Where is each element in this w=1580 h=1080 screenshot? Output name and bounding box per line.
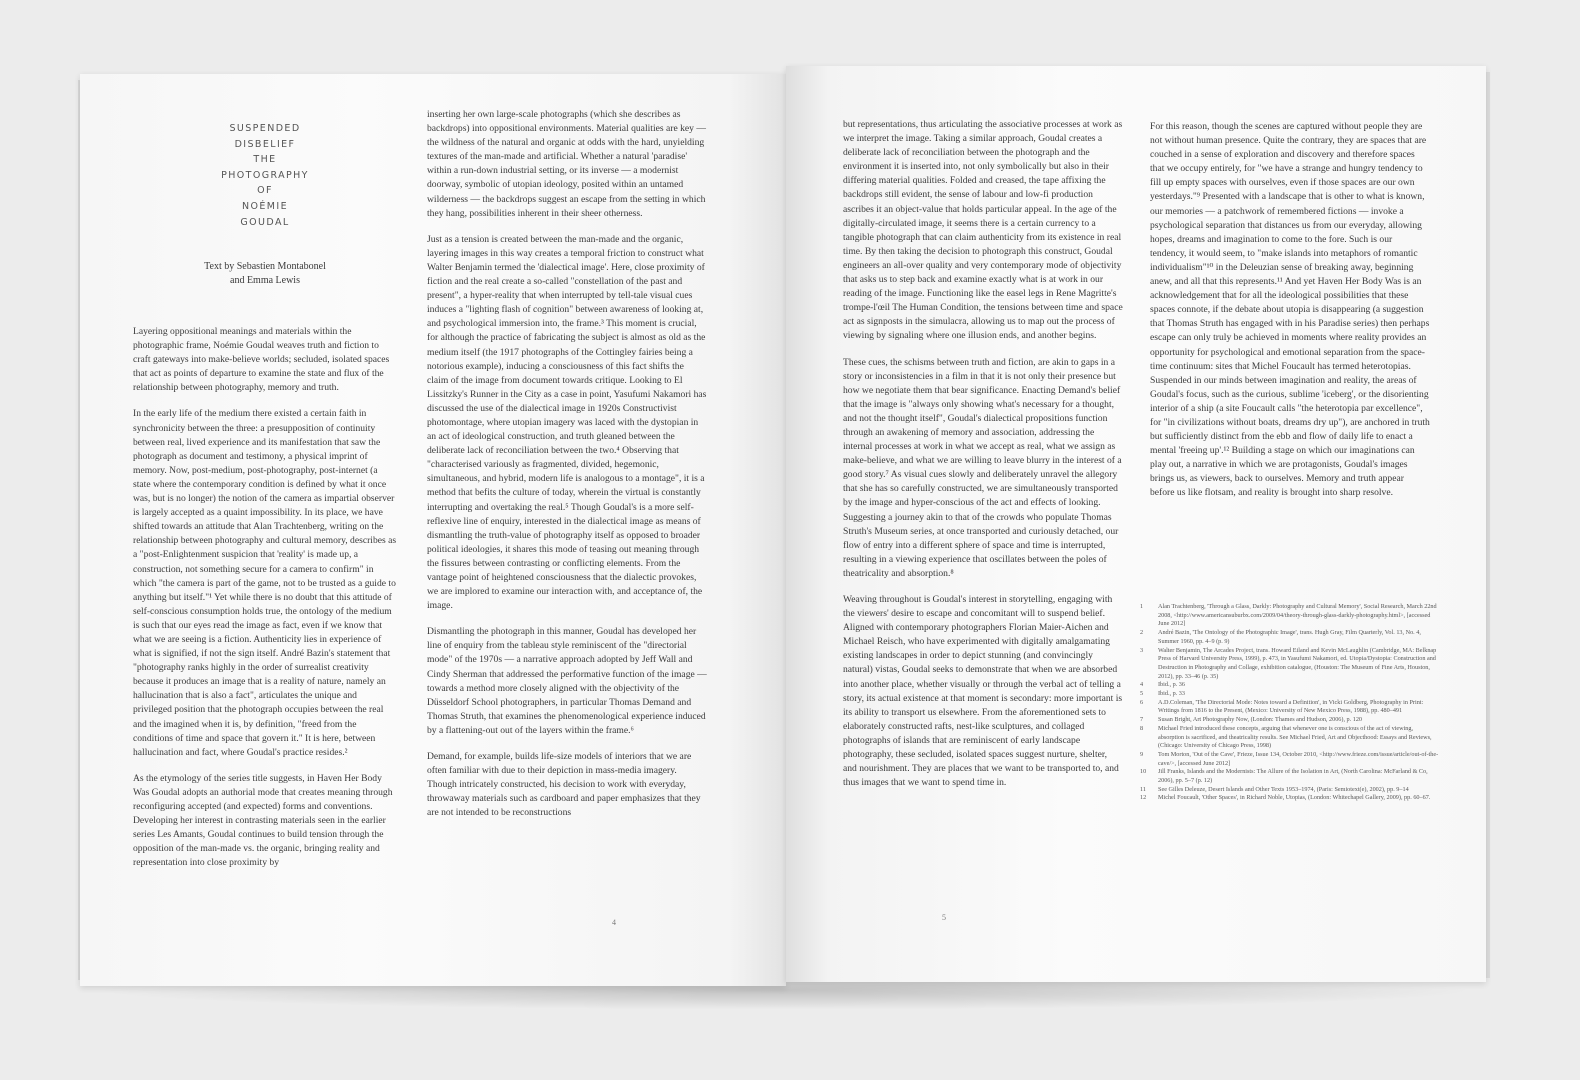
column-1-paragraph-3: As the etymology of the series title suggests, in Haven Her Body Was Goudal adopts an authorial mode that creates meaning through reconfiguring accepted (and expected) forms and conventions. Developing her interest in contrasting materials seen in the earlier series Les Amants, Goudal continues to build tension through the opposition of the man-made vs. the organic, bringing reality and representation into close proximity by (133, 772, 393, 869)
footnote-text: Alan Trachtenberg, 'Through a Glass, Darkly: Photography and Cultural Memory', Social Research, March 22nd 2008, <http://www.americansuburbx.com/2009/04/theory-through-glass-darkly-photography.html>, [accessed June 2012] (1158, 603, 1437, 628)
footnote-number: 11 (1140, 785, 1146, 793)
footnote-text: Walter Benjamin, The Arcades Project, trans. Howard Eiland and Kevin McLaughlin (Cambridge, MA: Belknap Press of Harvard University Press, 1999), p. 473, in Yasufumi Nakamori, ed. Utopia/Dystopia: Construction and Destruction in Photography and Collage, exhibition catalogue, (Houston: The Museum of Fine Arts, Houston, 2012), pp. 33–46 (p. 35) (1158, 646, 1437, 680)
footnote (1140, 690, 1440, 699)
footnote-number: 1 (1140, 603, 1144, 610)
footnotes (1140, 603, 1440, 803)
footnote (1140, 647, 1440, 682)
column-2-paragraph-3: Dismantling the photograph in this manner, Goudal has developed her line of enquiry from the tableau style reminiscent of the "directorial mode" of the 1970s — a narrative approach adopted by Jeff Wall and Cindy Sherman that addressed the performative function of the image — towards a method more closely aligned with the objectivity of the Düsseldorf School photographers, in particular Thomas Demand and Thomas Struth, that examines the phenomenological experience induced by a flattening-out out of the layers within the frame.⁶ (427, 626, 707, 736)
column-2-paragraph-4: Demand, for example, builds life-size models of interiors that we are often familiar with due to their depiction in mass-media imagery. Though intricately constructed, his decision to work with everyday, throwaway materials such as cardboard and paper emphasizes that they are not intended to be reconstructions (427, 751, 701, 819)
page-number-left: 4 (612, 918, 616, 927)
footnote-number: 4 (1140, 681, 1144, 689)
footnote (1140, 716, 1440, 725)
footnote-number: 5 (1140, 690, 1144, 698)
footnote (1140, 768, 1440, 785)
byline-authors-2: and Emma Lewis (230, 275, 300, 286)
footnote (1140, 725, 1440, 751)
column-1-paragraph-2: In the early life of the medium there existed a certain faith in synchronicity between the three: a presupposition of continuity between real, lived experience and its manifestation that saw the photograph as document and testimony, a physical imprint of memory. Now, post-medium, post-photography, post-internet (a state where the contemporary condition is defined by what it once was, but is no longer) the notion of the camera as impartial observer is largely accepted as a quaint impossibility. In its place, we have shifted towards an attitude that Alan Trachtenberg, writing on the relationship between photography and cultural memory, describes as a "post-Enlightenment suspicion that 'reality' is made up, a construction, not something secure for a camera to confirm" in which "the camera is part of the game, not to be trusted as a guide to anything but itself."¹ Yet while there is no doubt that this attitude of self-conscious consumption holds true, the ontology of the medium is such that our eyes read the image as fact, even if we know that what we are seeing is a fiction. Authenticity lies in experience of what is signified, if not the sign itself. André Bazin's statement that "photography ranks highly in the order of surrealist creativity because it produces an image that is a reality of nature, namely an hallucination that is also a fact", articulates the unique and privileged position that the photograph occupies between the real and the imagined when it is, by definition, "freed from the conditions of time and space that govern it." It is here, between hallucination and fact, where Goudal's practice resides.² (133, 408, 397, 758)
footnote-text: Tom Morton, 'Out of the Cave', Frieze, Issue 134, October 2010, <http://www.frieze.com/issue/article/out-of-the-cave/>, [accessed June 2012] (1158, 750, 1439, 767)
column-3-paragraph-1: but representations, thus articulating the associative processes at work as we interpret the image. Taking a similar approach, Goudal creates a deliberate lack of reconciliation between the photograph and the environment it is inserted into, not only symbolically but also in their differing material qualities. Folded and creased, the tape affixing the backdrops still evident, the sense of labour and low-fi production ascribes it an object-value that holds particular appeal. In the age of the digitally-circulated image, it seems there is a certain currency to a tangible photograph that can claim authenticity from its existence in real time. By then taking the decision to photograph this construct, Goudal engineers an all-over quality and very contemporary mode of objectivity that asks us to step back and examine exactly what is at work in our reading of the image. Functioning like the easel legs in Rene Magritte's trompe-l'œil The Human Condition, the tensions between time and space act as signposts in the simulacra, allowing us to map out the process of viewing by signaling where one illusion ends, and another begins. (843, 119, 1123, 342)
footnote (1140, 629, 1440, 646)
footnote-text: Ibid., p. 36 (1158, 681, 1185, 689)
column-2 (427, 108, 707, 821)
footnote-number: 10 (1140, 768, 1147, 776)
footnote-number: 7 (1140, 716, 1144, 724)
footnote-number: 2 (1140, 629, 1144, 637)
footnote-number: 12 (1140, 794, 1147, 802)
column-3-paragraph-3: Weaving throughout is Goudal's interest in storytelling, engaging with the viewers' desire to escape and concomitant will to suspend belief. Aligned with contemporary photographers Florian Maier-Aichen and Michael Reisch, who have experimented with digitally amalgamating existing landscapes in order to depict stunning (and convincingly natural) vistas, Goudal seeks to demonstrate that when we are absorbed into another place, whether visually or through the verbal act of telling a story, its actual existence at that moment is secondary: more important is its ability to transport us elsewhere. From the aforementioned sets to elaborately constructed rafts, nest-like sculptures, and collaged photographs of islands that are reminiscent of early landscape photography, these secluded, isolated spaces suggest nurture, shelter, and nourishment. They are places that we want to be transported to, and thus images that we want to spend time in. (843, 594, 1123, 789)
column-4 (1150, 120, 1430, 501)
footnote-number: 9 (1140, 750, 1144, 758)
footnote-number: 8 (1140, 724, 1144, 732)
footnote (1140, 794, 1440, 803)
column-1 (133, 325, 397, 870)
footnote-text: Susan Bright, Art Photography Now, (London: Thames and Hudson, 2006), p. 120 (1158, 716, 1363, 724)
page-number-right: 5 (942, 913, 946, 922)
footnote-text: See Gilles Deleuze, Desert Islands and Other Texts 1953–1974, (Paris: Semiotext(e), 2002), pp. 9–14 (1158, 785, 1409, 793)
footnote-text: Ibid., p. 33 (1158, 690, 1185, 698)
byline-authors-1: Text by Sebastien Montabonel (204, 261, 326, 272)
footnote-text: Jill Franks, Islands and the Modernists: The Allure of the Isolation in Art, (North Carolina: McFarland & Co, 2006), pp. 5–7 (p. 12) (1158, 768, 1428, 785)
footnote (1140, 603, 1440, 629)
column-2-paragraph-1: inserting her own large-scale photographs (which she describes as backdrops) into oppositional environments. Material qualities are key — the wildness of the natural and organic at odds with the hard, unyielding textures of the man-made and artificial. Whether a natural 'paradise' within a run-down industrial setting, or its inverse — a modernist doorway, symbolic of utopian ideology, posited within an untamed wilderness — the backdrops suggest an escape from the setting in which they hang, possibilities inherent in their sheer otherness. (427, 109, 706, 219)
column-3 (843, 118, 1123, 790)
footnote (1140, 681, 1440, 690)
footnote (1140, 786, 1440, 795)
column-4-paragraph-1: For this reason, though the scenes are captured without people they are not without human presence. Quite the contrary, they are spaces that are couched in a sense of exploration and discovery and therefore spaces that we occupy entirely, for "we have a strange and hungry tendency to fill up empty spaces with ourselves, even if those spaces are our own yesterdays."⁹ Presented with a landscape that is other to what is known, our memories — a patchwork of remembered fictions — invoke a psychological separation that distances us from our everyday, allowing hopes, dreams and imagination to come to the fore. Such is our tendency, it would seem, to "make islands into metaphors of romantic individualism"¹⁰ in the Deleuzian sense of breaking away, beginning anew, and all that this represents.¹¹ And yet Haven Her Body Was is an acknowledgement that for all the ideological possibilities that these spaces connote, if the debate about utopia is disappearing (a suggestion that Thomas Struth has engaged with in his Paradise series) then perhaps escape can only truly be achieved in moments where reality provides an opportunity for psychological and emotional separation from the space-time continuum: sites that Michel Foucault has termed heterotopias. Suspended in our minds between imagination and reality, the areas of Goudal's focus, such as the curious, sublime 'iceberg', or the disorienting interior of a ship (a site Foucault calls "the heterotopia par excellence", for "in civilizations without boats, dreams dry up"), are anchored in truth but sufficiently distinct from the ebb and flow of daily life to enact a mental 'freeing up'.¹² Building a stage on which our imaginations can play out, a narrative in which we are protagonists, Goudal's images brings us, as viewers, back to ourselves. Memory and truth appear before us like flotsam, and reality is brought into sharp resolve. (1150, 121, 1430, 499)
footnote (1140, 751, 1440, 768)
byline (190, 260, 340, 288)
column-3-paragraph-2: These cues, the schisms between truth and fiction, are akin to gaps in a story or inconsistencies in a film in that it is not only their presence but how we negotiate them that bear significance. Enacting Demand's belief that the image is "always only showing what's necessary for a thought, and not the thought itself", Goudal's dialectical propositions function through an awakening of memory and association, addressing the internal processes at work in what we accept as real, what we assign as make-believe, and what we are willing to leave blurry in the interest of a good story.⁷ As visual cues slowly and deliberately unravel the allegory that she has so carefully constructed, we are simultaneously transported by the image and hyper-conscious of the act and effects of looking. Suggesting a journey akin to that of the crowds who populate Thomas Struth's Museum series, at once transported and curiously detached, our flow of entry into a different sphere of space and time is interrupted, resulting in a viewing experience that oscillates between the poles of theatricality and absorption.⁸ (843, 356, 1122, 579)
column-1-paragraph-1: Layering oppositional meanings and materials within the photographic frame, Noémie Goudal weaves truth and fiction to craft gateways into make-believe worlds; secluded, isolated spaces that act as points of departure to examine the state and flux of the relationship between photography, memory and truth. (133, 326, 390, 394)
footnote-number: 6 (1140, 698, 1144, 706)
footnote-text: André Bazin, 'The Ontology of the Photographic Image', trans. Hugh Gray, Film Quarterly, Vol. 13, No. 4, Summer 1960, pp. 4–9 (p. 9) (1158, 629, 1421, 645)
footnote-text: Michel Foucault, 'Other Spaces', in Richard Noble, Utopias, (London: Whitechapel Gallery, 2009), pp. 60–67. (1158, 794, 1431, 802)
footnote-text: A.D.Coleman, 'The Directorial Mode: Notes toward a Definition', in Vicki Goldberg, Photography in Print: Writings from 1816 to the Present, (Mexico: University of New Mexico Press, 1988), pp. 480–491 (1158, 698, 1424, 715)
footnote-number: 3 (1140, 646, 1144, 654)
footnote (1140, 699, 1440, 716)
footnote-text: Michael Fried introduced these concepts, arguing that whenever one is conscious of the act of viewing, absorption is sacrificed, and theatricality results. See Michael Fried, Art and Objecthood: Essays and Reviews, (Chicago: University of Chicago Press, 1998) (1158, 724, 1432, 750)
column-2-paragraph-2: Just as a tension is created between the man-made and the organic, layering images in this way creates a temporal friction to construct what Walter Benjamin termed the 'dialectical image'. Here, close proximity of fiction and the real create a so-called "constellation of the past and present", a hyper-reality that when interrupted by tell-tale visual cues induces a "lighting flash of cognition" between awareness of looking at, and psychological immersion into, the frame.³ This moment is crucial, for although the practice of fabricating the subject is almost as old as the medium itself (the 1917 photographs of the Cottingley fairies being a notorious example), inducing a consciousness of this fact shifts the claim of the image from document towards critique. Looking to El Lissitzky's Runner in the City as a case in point, Yasufumi Nakamori has discussed the use of the dialectical image in 1920s Constructivist photomontage, where utopian imagery was laced with the dystopian in an act of ideological construction, and truth gleaned between the deliberate lack of reconciliation between the two.⁴ Observing that "characterised variously as fragmented, divided, hegemonic, simultaneous, and hybrid, modern life is analogous to a montage", it is a method that befits the culture of today, wherein the virtual is constantly interrupting and overtaking the real.⁵ Though Goudal's is a more self-reflexive line of enquiry, interested in the dialectical image as means of dismantling the truth-value of photography itself as opposed to broader political ideologies, it shares this mode of teasing out meaning through the fissures between contrasting or conflicting elements. From the vantage point of heightened consciousness that the dialectic provokes, we are implored to examine our interaction with, and acceptance of, the image. (427, 233, 707, 612)
article-title: SUSPENDED DISBELIEF THE PHOTOGRAPHY OF NOÉMIE GOUDAL (221, 123, 309, 228)
